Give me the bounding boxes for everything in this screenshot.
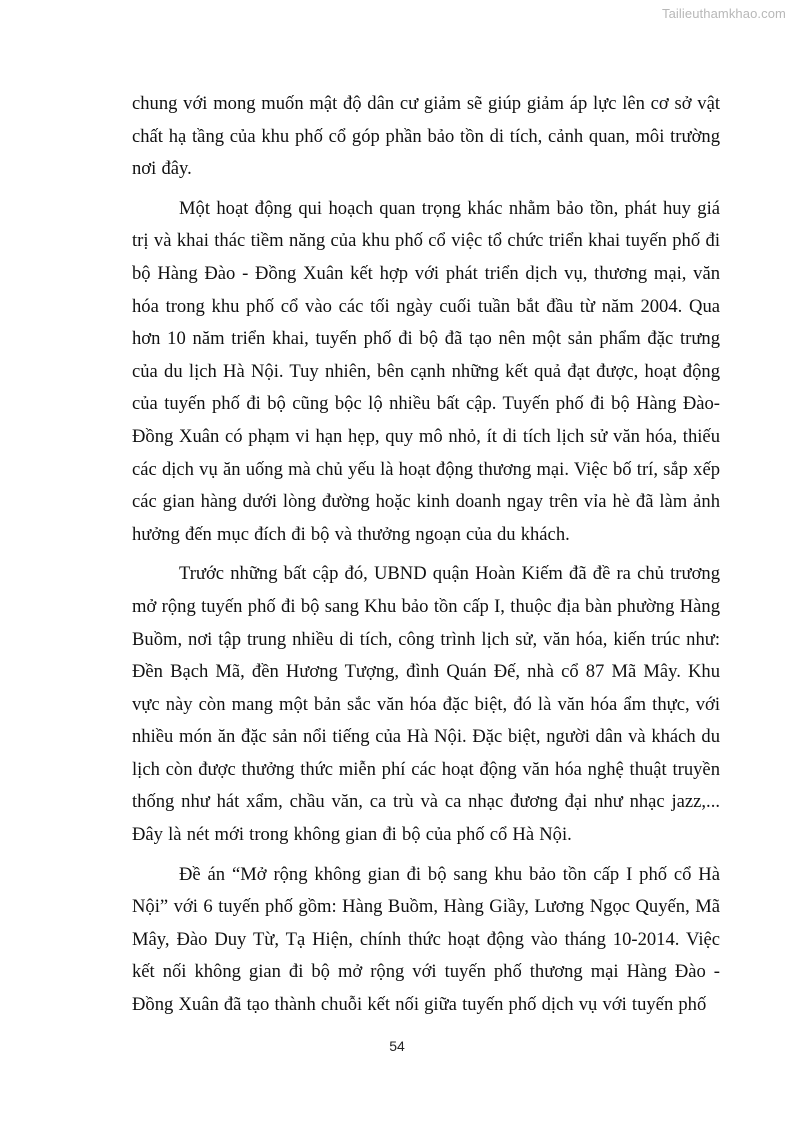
watermark-text: Tailieuthamkhao.com: [661, 6, 786, 21]
paragraph-continuation: chung với mong muốn mật độ dân cư giảm sẽ giúp giảm áp lực lên cơ sở vật chất hạ tầng của khu phố cổ góp phần bảo tồn di tích, cảnh quan, môi trường nơi đây.: [132, 93, 720, 180]
paragraph-expansion: Trước những bất cập đó, UBND quận Hoàn Kiếm đã đề ra chủ trương mở rộng tuyến phố đi bộ sang Khu bảo tồn cấp I, thuộc địa bàn phường Hàng Buồm, nơi tập trung nhiều di tích, công trình lịch sử, văn hóa, kiến trúc như: Đền Bạch Mã, đền Hương Tượng, đình Quán Đế, nhà cổ 87 Mã Mây. Khu vực này còn mang một bản sắc văn hóa đặc biệt, đó là văn hóa ẩm thực, với nhiều món ăn đặc sản nổi tiếng của Hà Nội. Đặc biệt, người dân và khách du lịch còn được thưởng thức miễn phí các hoạt động văn hóa nghệ thuật truyền thống như hát xẩm, chầu văn, ca trù và ca nhạc đương đại như nhạc jazz,... Đây là nét mới trong không gian đi bộ của phố cổ Hà Nội.: [132, 563, 720, 846]
document-body: [132, 88, 720, 1029]
page-number: 54: [389, 1038, 405, 1054]
paragraph-project: Đề án “Mở rộng không gian đi bộ sang khu bảo tồn cấp I phố cổ Hà Nội” với 6 tuyến phố gồm: Hàng Buồm, Hàng Giầy, Lương Ngọc Quyến, Mã Mây, Đào Duy Từ, Tạ Hiện, chính thức hoạt động vào tháng 10-2014. Việc kết nối không gian đi bộ mở rộng với tuyến phố thương mại Hàng Đào - Đồng Xuân đã tạo thành chuỗi kết nối giữa tuyến phố dịch vụ với tuyến phố: [132, 863, 720, 1016]
paragraph-walking-street: Một hoạt động qui hoạch quan trọng khác nhằm bảo tồn, phát huy giá trị và khai thác tiềm năng của khu phố cổ việc tổ chức triển khai tuyến phố đi bộ Hàng Đào - Đồng Xuân kết hợp với phát triển dịch vụ, thương mại, văn hóa trong khu phố cổ vào các tối ngày cuối tuần bắt đầu từ năm 2004. Qua hơn 10 năm triển khai, tuyến phố đi bộ đã tạo nên một sản phẩm đặc trưng của du lịch Hà Nội. Tuy nhiên, bên cạnh những kết quả đạt được, hoạt động của tuyến phố đi bộ cũng bộc lộ nhiều bất cập. Tuyến phố đi bộ Hàng Đào-Đồng Xuân có phạm vi hạn hẹp, quy mô nhỏ, ít di tích lịch sử văn hóa, thiếu các dịch vụ ăn uống mà chủ yếu là hoạt động thương mại. Việc bố trí, sắp xếp các gian hàng dưới lòng đường hoặc kinh doanh ngay trên vỉa hè đã làm ảnh hưởng đến mục đích đi bộ và thưởng ngoạn của du khách.: [132, 197, 720, 545]
